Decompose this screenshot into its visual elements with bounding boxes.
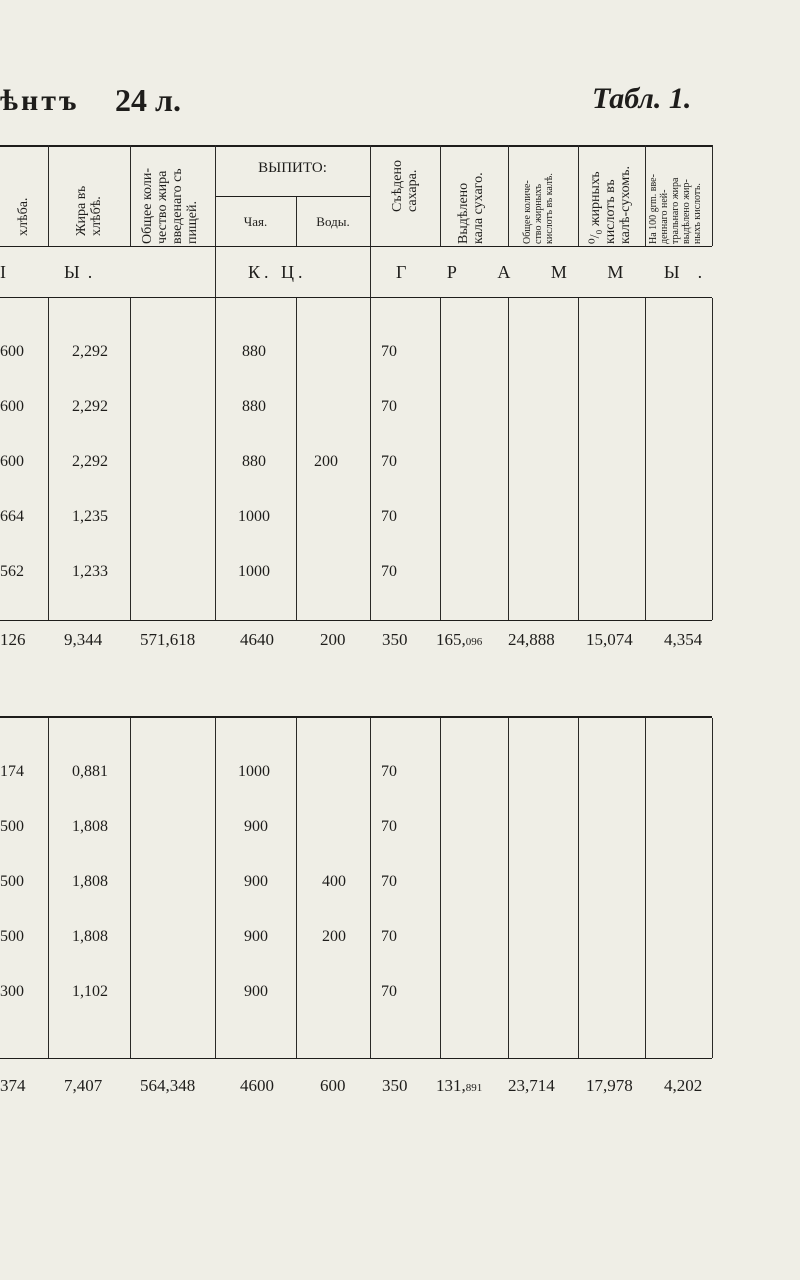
cell-tea: 880 — [242, 453, 266, 470]
col-per-100g-header — [648, 174, 703, 244]
col-sep — [508, 718, 509, 1058]
header-line: Съѣдено — [390, 159, 405, 212]
cell-sugar: 70 — [381, 983, 397, 1000]
total-tea: 4600 — [240, 1076, 274, 1095]
col-sep — [370, 145, 371, 246]
header-bottom-rule — [0, 246, 712, 247]
value-main: 131, — [436, 1076, 466, 1095]
header-line: пищей. — [185, 201, 200, 244]
cell-fat-in-bread: 1,808 — [72, 873, 108, 890]
col-sep — [215, 298, 216, 620]
cell-bread: 500 — [0, 928, 24, 945]
col-sep — [296, 298, 297, 620]
col-fatty-acids-total-header — [522, 173, 555, 244]
header-page-number: 24 л. — [115, 82, 181, 118]
cell-tea: 1000 — [238, 508, 270, 525]
cell-tea: 1000 — [238, 763, 270, 780]
col-sep — [130, 718, 131, 1058]
header-line: чество жира — [155, 170, 170, 244]
col-sep — [215, 247, 216, 297]
cell-bread: 600 — [0, 453, 24, 470]
total-dry-feces — [436, 1076, 482, 1096]
cell-bread: 500 — [0, 818, 24, 835]
header-line: ⁰/₀ жирныхъ — [588, 171, 603, 244]
cell-sugar: 70 — [381, 343, 397, 360]
total-dry-feces — [436, 630, 482, 650]
col-sep — [130, 145, 131, 246]
col-sep — [215, 718, 216, 1058]
cell-sugar: 70 — [381, 928, 397, 945]
total-fat: 571,618 — [140, 630, 196, 649]
total-fatty-acids: 24,888 — [508, 630, 555, 649]
header-line: кислотъ въ калѣ. — [544, 173, 555, 244]
total-bread: 374 — [0, 1076, 26, 1095]
cell-tea: 1000 — [238, 563, 270, 580]
total-water: 600 — [320, 1076, 346, 1095]
total-tea: 4640 — [240, 630, 274, 649]
col-sep — [370, 247, 371, 297]
header-line: Общее коли- — [140, 168, 155, 244]
cell-fat-in-bread: 1,235 — [72, 508, 108, 525]
col-fat-in-bread-header — [74, 186, 104, 236]
cell-fat-in-bread: 1,102 — [72, 983, 108, 1000]
total-fat-in-bread: 7,407 — [64, 1076, 103, 1095]
cell-fat-in-bread: 1,233 — [72, 563, 108, 580]
value-small: 891 — [465, 1082, 483, 1094]
col-bread-header: хлѣба. — [16, 197, 31, 236]
header-line: сахара. — [405, 169, 420, 212]
cell-sugar: 70 — [381, 563, 397, 580]
header-line: тральнаго жира — [670, 177, 681, 244]
cell-fat-in-bread: 2,292 — [72, 343, 108, 360]
cell-bread: 664 — [0, 508, 24, 525]
cell-bread: 174 — [0, 763, 24, 780]
cell-fat-in-bread: 1,808 — [72, 818, 108, 835]
header-line: Выдѣлено — [456, 182, 471, 244]
col-sep — [440, 145, 441, 246]
col-sep — [296, 718, 297, 1058]
value-small: 096 — [465, 636, 483, 648]
col-sep — [712, 145, 713, 246]
cell-bread: 562 — [0, 563, 24, 580]
header-line: деннаго ней- — [659, 189, 670, 244]
total1-top-rule — [0, 620, 712, 621]
cell-fat-in-bread: 2,292 — [72, 453, 108, 470]
col-sep — [48, 145, 49, 246]
section-marker: I — [0, 262, 14, 282]
col-sep — [130, 298, 131, 620]
group-rule — [215, 196, 370, 197]
col-sep — [48, 298, 49, 620]
header-line: хлѣбѣ. — [89, 196, 104, 236]
total2-top-rule — [0, 1058, 712, 1059]
col-sep — [578, 145, 579, 246]
value-main: 165, — [436, 630, 466, 649]
cell-bread: 600 — [0, 343, 24, 360]
col-sep — [578, 718, 579, 1058]
col-total-fat-header — [140, 168, 200, 244]
cell-tea: 880 — [242, 343, 266, 360]
units-left: Ы. — [64, 262, 101, 282]
total-fatty-acids-percent: 17,978 — [586, 1076, 633, 1095]
units-mid: К. Ц. — [248, 262, 307, 282]
cell-tea: 900 — [244, 928, 268, 945]
header-left-text: ѣнтъ — [0, 84, 80, 117]
cell-tea: 900 — [244, 873, 268, 890]
col-sep — [712, 298, 713, 620]
total-water: 200 — [320, 630, 346, 649]
col-sep — [440, 718, 441, 1058]
col-sep — [508, 145, 509, 246]
total-fat: 564,348 — [140, 1076, 196, 1095]
cell-fat-in-bread: 0,881 — [72, 763, 108, 780]
total-per-100g: 4,202 — [664, 1076, 703, 1095]
units-right: Г Р А М М Ы. — [396, 262, 721, 282]
cell-sugar: 70 — [381, 398, 397, 415]
col-sep — [508, 298, 509, 620]
cell-water: 200 — [322, 928, 346, 945]
col-fatty-acids-percent-header — [588, 166, 633, 244]
cell-tea: 900 — [244, 818, 268, 835]
total-fatty-acids: 23,714 — [508, 1076, 555, 1095]
header-line: ство жирныхъ — [533, 183, 544, 244]
total-fatty-acids-percent: 15,074 — [586, 630, 633, 649]
header-line: калѣ-сухомъ. — [618, 165, 633, 244]
cell-bread: 600 — [0, 398, 24, 415]
total-sugar: 350 — [382, 630, 408, 649]
cell-sugar: 70 — [381, 818, 397, 835]
cell-fat-in-bread: 2,292 — [72, 398, 108, 415]
cell-tea: 880 — [242, 398, 266, 415]
header-line: Общее количе- — [522, 180, 533, 244]
header-line: кислотъ въ — [603, 179, 618, 244]
cell-sugar: 70 — [381, 873, 397, 890]
cell-water: 400 — [322, 873, 346, 890]
cell-fat-in-bread: 1,808 — [72, 928, 108, 945]
header-line: ныхъ кислотъ. — [692, 183, 703, 244]
header-line: выдѣлено жир- — [681, 179, 692, 244]
cell-bread: 500 — [0, 873, 24, 890]
header-line: На 100 grm. вве- — [648, 174, 659, 244]
col-sep — [645, 718, 646, 1058]
header-line: введенаго съ — [170, 168, 185, 244]
block2-top-rule — [0, 716, 712, 718]
col-sep — [578, 298, 579, 620]
col-sep — [370, 718, 371, 1058]
col-sugar-header — [390, 160, 420, 212]
col-drunk-group-header: ВЫПИТО: — [258, 160, 327, 176]
cell-bread: 300 — [0, 983, 24, 1000]
header-line: Жира въ — [74, 185, 89, 236]
total-per-100g: 4,354 — [664, 630, 703, 649]
header-table-label: Табл. 1. — [592, 82, 692, 115]
cell-sugar: 70 — [381, 763, 397, 780]
col-dry-feces-header — [456, 172, 486, 244]
cell-sugar: 70 — [381, 508, 397, 525]
col-tea-header: Чая. — [243, 214, 268, 229]
total-sugar: 350 — [382, 1076, 408, 1095]
cell-sugar: 70 — [381, 453, 397, 470]
section-rule — [0, 297, 712, 298]
cell-tea: 900 — [244, 983, 268, 1000]
total-fat-in-bread: 9,344 — [64, 630, 103, 649]
col-sep — [440, 298, 441, 620]
col-sep — [370, 298, 371, 620]
total-bread: 126 — [0, 630, 26, 649]
header-line: кала сухаго. — [471, 172, 486, 244]
cell-water: 200 — [314, 453, 338, 470]
col-sep — [48, 718, 49, 1058]
top-rule — [0, 145, 712, 147]
col-sep — [645, 145, 646, 246]
col-sep — [645, 298, 646, 620]
col-sep — [712, 718, 713, 1058]
col-water-header: Воды. — [316, 214, 350, 229]
